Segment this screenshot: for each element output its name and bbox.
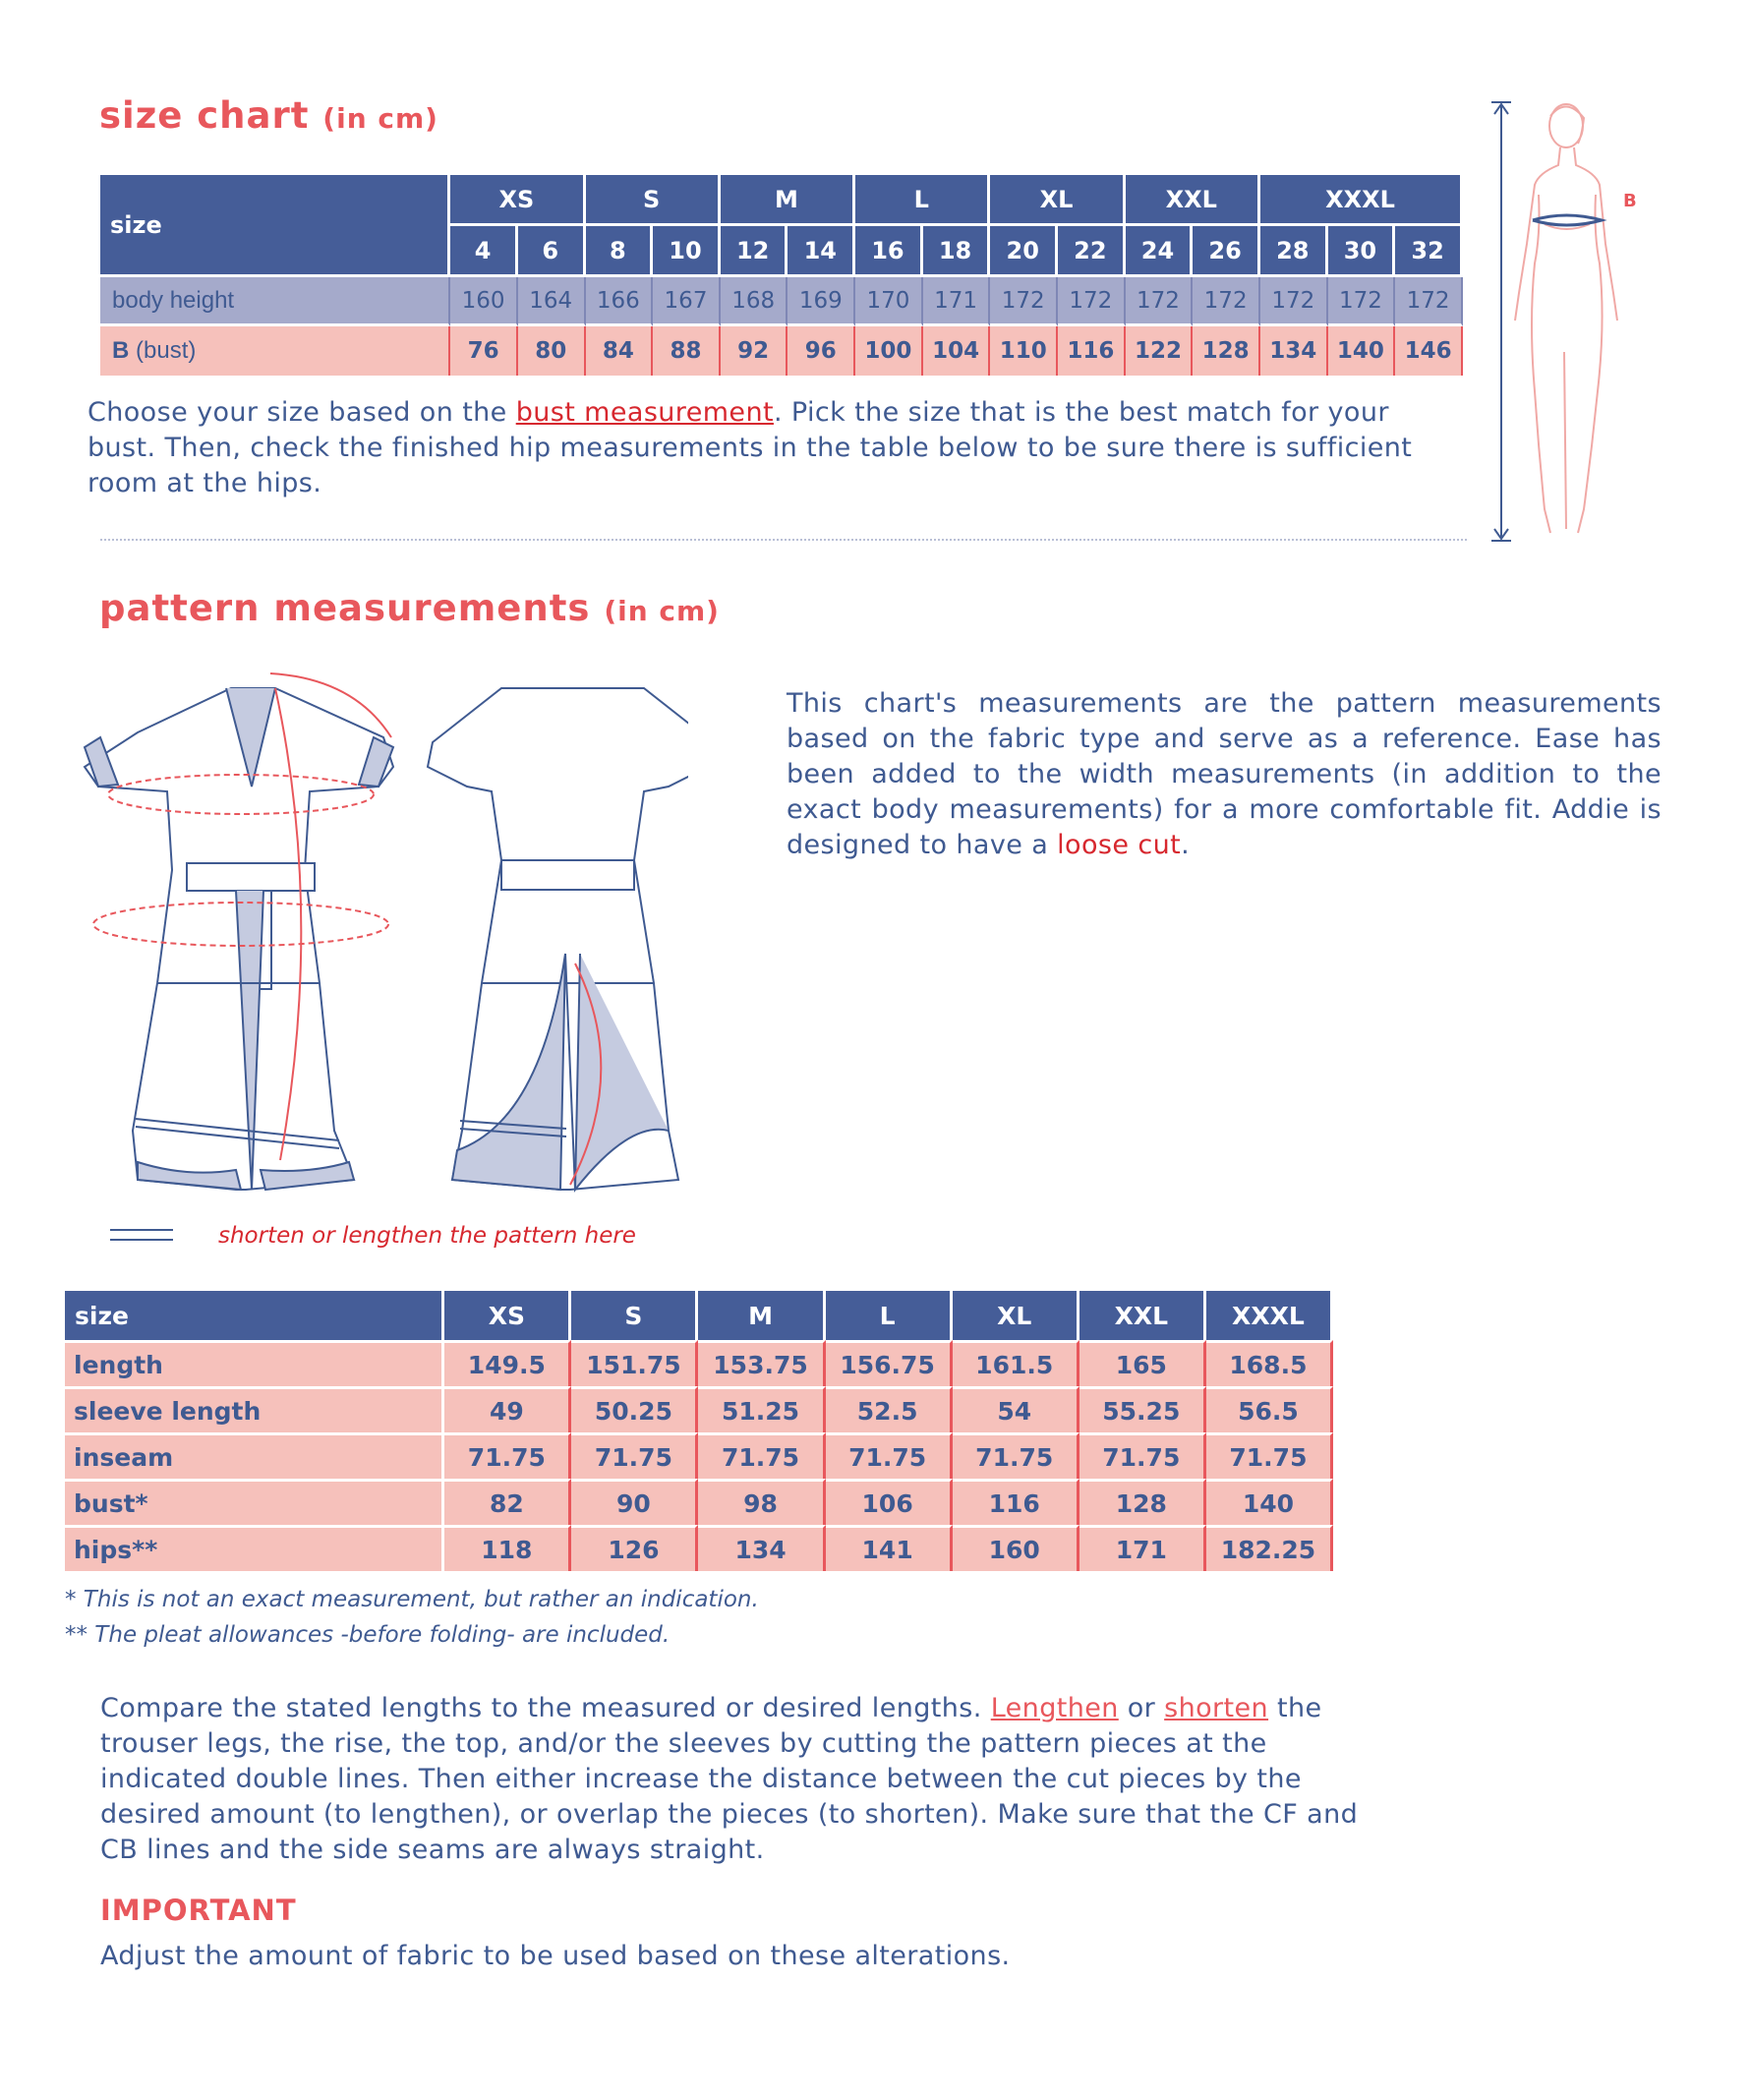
body-height-cell: 164 xyxy=(518,277,586,326)
pattern-value-cell: 106 xyxy=(826,1479,953,1525)
pattern-value-cell: 116 xyxy=(953,1479,1079,1525)
pattern-row-label: hips** xyxy=(65,1525,444,1571)
body-height-cell: 172 xyxy=(1395,277,1463,326)
size-number-cell: 10 xyxy=(653,226,721,277)
pattern-value-cell: 98 xyxy=(698,1479,825,1525)
size-number-cell: 12 xyxy=(721,226,788,277)
size-chart-table xyxy=(100,175,1463,376)
compare-or: or xyxy=(1118,1693,1165,1723)
size-number-cell: 18 xyxy=(923,226,991,277)
pattern-description xyxy=(787,686,1662,863)
front-view-sketch xyxy=(85,688,393,1190)
pattern-value-cell: 126 xyxy=(571,1525,698,1571)
size-number-cell: 4 xyxy=(450,226,518,277)
pattern-value-cell: 50.25 xyxy=(571,1386,698,1432)
size-group-row xyxy=(100,175,1463,226)
back-view-sketch xyxy=(428,688,688,1190)
bust-cell: 122 xyxy=(1126,326,1194,376)
pattern-value-cell: 49 xyxy=(444,1386,571,1432)
bust-cell: 80 xyxy=(518,326,586,376)
legend-text: shorten or lengthen the pattern here xyxy=(218,1223,636,1249)
pattern-value-cell: 151.75 xyxy=(571,1340,698,1386)
body-height-cell: 172 xyxy=(1328,277,1396,326)
pattern-col-m: M xyxy=(698,1291,825,1340)
size-number-cell: 28 xyxy=(1260,226,1328,277)
height-arrow-icon xyxy=(1491,102,1511,541)
size-number-cell: 32 xyxy=(1395,226,1463,277)
size-chart-title-text: size chart xyxy=(99,94,310,137)
body-height-cell: 167 xyxy=(653,277,721,326)
size-group-l: L xyxy=(855,175,990,226)
compare-paragraph xyxy=(100,1691,1359,1868)
pattern-title-text: pattern measurements xyxy=(99,587,591,629)
size-number-cell: 16 xyxy=(855,226,923,277)
important-text: Adjust the amount of fabric to be used based on these alterations. xyxy=(100,1941,1011,1971)
size-number-cell: 26 xyxy=(1193,226,1260,277)
bust-cell: 100 xyxy=(855,326,923,376)
size-number-cell: 20 xyxy=(990,226,1058,277)
pattern-value-cell: 161.5 xyxy=(953,1340,1079,1386)
pattern-value-cell: 71.75 xyxy=(953,1432,1079,1479)
footnote-1: * This is not an exact measurement, but rather an indication. xyxy=(65,1587,759,1612)
size-group-xxl: XXL xyxy=(1126,175,1260,226)
size-intro-paragraph xyxy=(88,395,1464,501)
bust-cell: 96 xyxy=(788,326,855,376)
size-intro-text-2: . Pick the size that is the best match for your bust. Then, check the finished hip measurements in the table below to be sure there is sufficient room at the hips. xyxy=(88,397,1413,498)
body-height-cell: 160 xyxy=(450,277,518,326)
bust-cell: 134 xyxy=(1260,326,1328,376)
pattern-row-length xyxy=(65,1340,1333,1386)
pattern-title xyxy=(99,587,720,629)
size-number-cell: 30 xyxy=(1328,226,1396,277)
size-header-label: size xyxy=(100,175,450,277)
bust-row xyxy=(100,326,1463,376)
figure-bust-label: B xyxy=(1623,191,1637,211)
pattern-value-cell: 71.75 xyxy=(1079,1432,1206,1479)
pattern-value-cell: 118 xyxy=(444,1525,571,1571)
pattern-value-cell: 52.5 xyxy=(826,1386,953,1432)
pattern-row-label: inseam xyxy=(65,1432,444,1479)
pattern-row-label: bust* xyxy=(65,1479,444,1525)
body-height-cell: 170 xyxy=(855,277,923,326)
pattern-value-cell: 182.25 xyxy=(1206,1525,1333,1571)
size-chart-title xyxy=(99,94,438,137)
pattern-value-cell: 134 xyxy=(698,1525,825,1571)
body-height-cell: 168 xyxy=(721,277,788,326)
size-number-cell: 6 xyxy=(518,226,586,277)
bust-label-rest: (bust) xyxy=(129,337,197,364)
size-number-cell: 24 xyxy=(1126,226,1194,277)
body-height-row xyxy=(100,277,1463,326)
body-height-cell: 172 xyxy=(990,277,1058,326)
bust-cell: 76 xyxy=(450,326,518,376)
pattern-corner-label: size xyxy=(65,1291,444,1340)
important-heading: IMPORTANT xyxy=(100,1894,297,1927)
size-group-xs: XS xyxy=(450,175,585,226)
lengthen-link[interactable]: Lengthen xyxy=(990,1693,1119,1723)
female-silhouette-icon xyxy=(1515,104,1617,533)
pattern-table-body xyxy=(65,1340,1333,1571)
body-height-label: body height xyxy=(100,277,450,326)
pattern-row-inseam xyxy=(65,1432,1333,1479)
pattern-row-hips xyxy=(65,1525,1333,1571)
bust-label-letter: B xyxy=(112,337,130,364)
pattern-value-cell: 55.25 xyxy=(1079,1386,1206,1432)
pattern-row-bust xyxy=(65,1479,1333,1525)
pattern-col-l: L xyxy=(826,1291,953,1340)
pattern-col-xxl: XXL xyxy=(1079,1291,1206,1340)
pattern-value-cell: 140 xyxy=(1206,1479,1333,1525)
pattern-value-cell: 171 xyxy=(1079,1525,1206,1571)
pattern-value-cell: 128 xyxy=(1079,1479,1206,1525)
pattern-value-cell: 165 xyxy=(1079,1340,1206,1386)
bust-cell: 88 xyxy=(653,326,721,376)
shorten-link[interactable]: shorten xyxy=(1164,1693,1269,1723)
pattern-value-cell: 156.75 xyxy=(826,1340,953,1386)
size-group-s: S xyxy=(586,175,721,226)
pattern-col-xxxl: XXXL xyxy=(1206,1291,1333,1340)
pattern-value-cell: 71.75 xyxy=(698,1432,825,1479)
size-number-cell: 8 xyxy=(586,226,654,277)
double-line-legend-icon xyxy=(110,1229,173,1241)
loose-cut-highlight: loose cut xyxy=(1057,830,1182,860)
bust-cell: 92 xyxy=(721,326,788,376)
pattern-value-cell: 168.5 xyxy=(1206,1340,1333,1386)
pattern-desc-end: . xyxy=(1181,830,1191,860)
size-chart-unit: (in cm) xyxy=(322,102,438,135)
pattern-value-cell: 71.75 xyxy=(1206,1432,1333,1479)
pattern-value-cell: 71.75 xyxy=(444,1432,571,1479)
pattern-value-cell: 71.75 xyxy=(571,1432,698,1479)
pattern-value-cell: 141 xyxy=(826,1525,953,1571)
body-height-cell: 172 xyxy=(1058,277,1126,326)
pattern-desc-text: This chart's measurements are the pattern measurements based on the fabric type and serve as a reference. Ease has been added to the width measurements (in addition to the exact body measurements) for a more comfortable fit. Addie is designed to have a xyxy=(787,688,1662,860)
garment-sketch xyxy=(79,659,688,1209)
size-number-cell: 22 xyxy=(1058,226,1126,277)
body-height-cell: 172 xyxy=(1260,277,1328,326)
pattern-value-cell: 71.75 xyxy=(826,1432,953,1479)
size-group-m: M xyxy=(721,175,855,226)
footnote-2: ** The pleat allowances -before folding- are included. xyxy=(65,1622,671,1648)
section-divider xyxy=(100,539,1467,541)
bust-cell: 110 xyxy=(990,326,1058,376)
bust-line-icon xyxy=(1533,215,1602,225)
body-figure-illustration xyxy=(1480,96,1657,549)
size-group-xxxl: XXXL xyxy=(1260,175,1463,226)
pattern-col-xl: XL xyxy=(953,1291,1079,1340)
size-number-cell: 14 xyxy=(788,226,855,277)
pattern-value-cell: 54 xyxy=(953,1386,1079,1432)
pattern-value-cell: 51.25 xyxy=(698,1386,825,1432)
bust-cell: 146 xyxy=(1395,326,1463,376)
bust-cell: 116 xyxy=(1058,326,1126,376)
body-height-cell: 166 xyxy=(586,277,654,326)
pattern-value-cell: 149.5 xyxy=(444,1340,571,1386)
bust-cell: 140 xyxy=(1328,326,1396,376)
pattern-row-label: sleeve length xyxy=(65,1386,444,1432)
pattern-value-cell: 90 xyxy=(571,1479,698,1525)
body-height-cell: 172 xyxy=(1193,277,1260,326)
bust-cell: 128 xyxy=(1193,326,1260,376)
compare-text-1: Compare the stated lengths to the measured or desired lengths. xyxy=(100,1693,991,1723)
pattern-col-xs: XS xyxy=(444,1291,571,1340)
pattern-value-cell: 153.75 xyxy=(698,1340,825,1386)
pattern-measurements-table xyxy=(65,1291,1333,1571)
bust-label xyxy=(100,326,450,376)
bust-cell: 104 xyxy=(923,326,991,376)
size-group-xl: XL xyxy=(990,175,1125,226)
size-intro-text-1: Choose your size based on the xyxy=(88,397,516,428)
compare-text-2: the trouser legs, the rise, the top, and/or the sleeves by cutting the pattern pieces at the indicated double lines. Then either increase the distance between the cut pieces by the desired amount (to lengthen), or overlap the pieces (to shorten). Make sure that the CF and CB lines and the side seams are always straight. xyxy=(100,1693,1359,1865)
pattern-value-cell: 160 xyxy=(953,1525,1079,1571)
pattern-value-cell: 82 xyxy=(444,1479,571,1525)
body-height-cell: 171 xyxy=(923,277,991,326)
bust-measurement-link[interactable]: bust measurement xyxy=(515,397,774,428)
pattern-header-row xyxy=(65,1291,1333,1340)
pattern-unit: (in cm) xyxy=(604,595,720,627)
pattern-value-cell: 56.5 xyxy=(1206,1386,1333,1432)
body-height-cell: 169 xyxy=(788,277,855,326)
pattern-row-sleeve-length xyxy=(65,1386,1333,1432)
pattern-row-label: length xyxy=(65,1340,444,1386)
pattern-col-s: S xyxy=(571,1291,698,1340)
body-height-cell: 172 xyxy=(1126,277,1194,326)
bust-cell: 84 xyxy=(586,326,654,376)
